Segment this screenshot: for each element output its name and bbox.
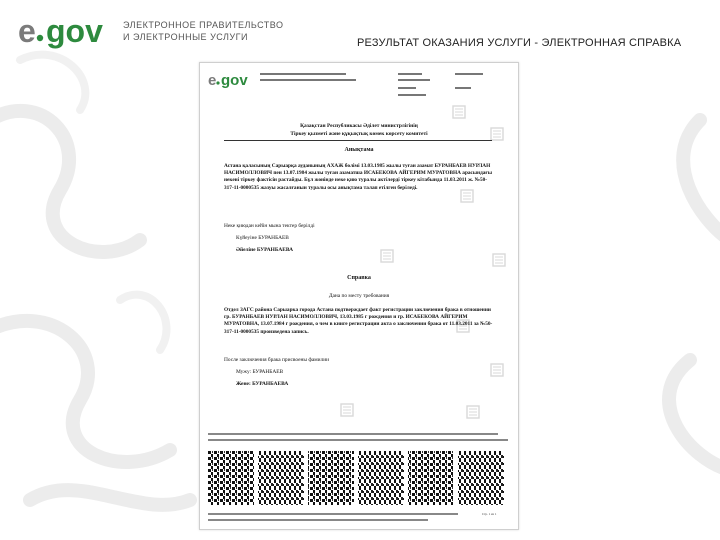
svg-text:e: e [208,72,217,89]
page-number: Стр. 1 из 1 [482,512,497,516]
watermark-stamp-icon [492,253,506,267]
kz-paragraph: Астана қаласының Сарыарқа ауданының АХАЖ бөлімі 13.03.1985 жылы туған азамат БУРАНБАЕВ НУРЛАН НАСИМОЛЛОВИЧ пен 13.07.1984 жылы туған азаматша ИСАБЕКОВА АЙГЕРИМ МУРАТОВНА арасындағы некені тіркеу фактісін растайды. Бұл жөнінде неке қию туралы актілерді тіркеу кітабында 11.03.2011 ж. №50-317-11-0000535 жазуы жасалғанын туралы осы анықтама талап етілген беріледі. [224,163,492,191]
brand-line-1: ЭЛЕКТРОННОЕ ПРАВИТЕЛЬСТВО [123,20,284,30]
watermark-stamp-icon [456,319,470,333]
ru-paragraph: Отдел ЗАГС района Сарыарка города Астана подтверждает факт регистрации заключения брака в отношении гр. БУРАНБАЕВ НУРЛАН НАСИМОЛЛОВИЧ, 13.03.1985 г рождения и гр. ИСАБЕКОВА АЙГЕРИМ МУРАТОВНА, 13.07.1984 г рождения, о чем в книге регистрации акта о заключении брака от 11.03.2011 за №50-317-11-0000535 произведена запись. [224,307,493,335]
logo-gov-text: gov [46,13,103,49]
kz-husband: Күйеуіне БУРАНБАЕВ [236,235,289,241]
watermark-stamp-icon [490,127,504,141]
watermark-stamp-icon [452,105,466,119]
watermark-stamp-icon [460,189,474,203]
document-egov-logo [208,71,258,89]
logo-letter-e: e [18,13,36,49]
certificate-document [199,62,519,530]
kz-surname-title: Неке қиюдан кейін мына тектер берілді [224,223,315,229]
kz-wife: Әйеліне БУРАНБАЕВА [236,247,293,253]
ru-surname-title: После заключения брака присвоены фамилии [224,357,330,363]
kz-ministry-line1: Қазақстан Республикасы Әділет министрлігінің [300,123,418,129]
divider [224,140,492,141]
watermark-stamp-icon [466,405,480,419]
kz-ministry-line2: Тіркеу қызметі және құқықтық көмек көрсету комитеті [290,131,428,137]
ru-title: Справка [347,275,371,281]
egov-logo[interactable] [18,12,118,52]
ru-husband: Мужу: БУРАНБАЕВ [236,369,284,375]
kz-title: Анықтама [344,147,374,153]
watermark-stamp-icon [340,403,354,417]
brand-line-2: И ЭЛЕКТРОННЫЕ УСЛУГИ [123,32,248,42]
qr-code-strip [208,451,508,509]
watermark-stamp-icon [490,363,504,377]
ru-wife: Жене: БУРАНБАЕВА [236,381,289,387]
logo-dot [37,35,43,41]
ru-subtitle: Дана по месту требования [328,293,390,299]
svg-text:gov: gov [221,72,248,89]
watermark-stamp-icon [380,249,394,263]
page-title: РЕЗУЛЬТАТ ОКАЗАНИЯ УСЛУГИ - ЭЛЕКТРОННАЯ СПРАВКА [357,37,682,49]
